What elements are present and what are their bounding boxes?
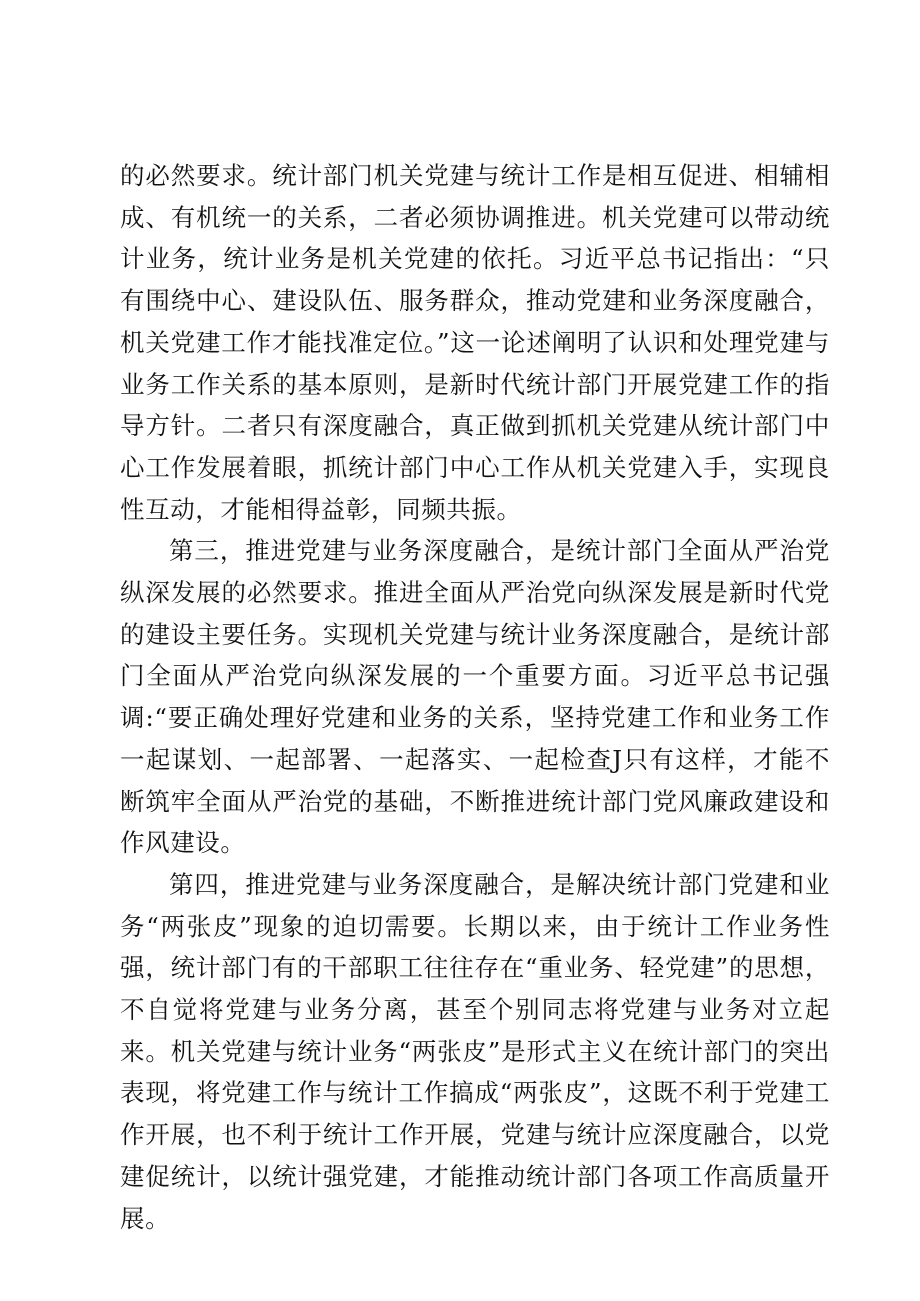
paragraph-third-point: 第三，推进党建与业务深度融合，是统计部门全面从严治党纵深发展的必然要求。推进全面从严治党向纵深发展是新时代党的建设主要任务。实现机关党建与统计业务深度融合，是统计部门全面从严治党向纵深发展的一个重要方面。习近平总书记强调:“要正确处理好党建和业务的关系，坚持党建工作和业务工作一起谋划、一起部署、一起落实、一起检查J只有这样，才能不断筑牢全面从严治党的基础，不断推进统计部门党风廉政建设和作风建设。 bbox=[120, 536, 830, 858]
paragraph-fourth-point: 第四，推进党建与业务深度融合，是解决统计部门党建和业务“两张皮”现象的迫切需要。长期以来，由于统计工作业务性强，统计部门有的干部职工往往存在“重业务、轻党建”的思想，不自觉将党建与业务分离，甚至个别同志将党建与业务对立起来。机关党建与统计业务“两张皮”是形式主义在统计部门的突出表现，将党建工作与统计工作搞成“两张皮”，这既不利于党建工作开展，也不利于统计工作开展，党建与统计应深度融合，以党建促统计，以统计强党建，才能推动统计部门各项工作高质量开展。 bbox=[120, 869, 830, 1233]
paragraph-continuation: 的必然要求。统计部门机关党建与统计工作是相互促进、相辅相成、有机统一的关系，二者必须协调推进。机关党建可以带动统计业务，统计业务是机关党建的依托。习近平总书记指出：“只有围绕中心、建设队伍、服务群众，推动党建和业务深度融合，机关党建工作才能找准定位。”这一论述阐明了认识和处理党建与业务工作关系的基本原则，是新时代统计部门开展党建工作的指导方针。二者只有深度融合，真正做到抓机关党建从统计部门中心工作发展着眼，抓统计部门中心工作从机关党建入手，实现良性互动，才能相得益彰，同频共振。 bbox=[120, 161, 830, 524]
document-body bbox=[120, 155, 830, 1239]
